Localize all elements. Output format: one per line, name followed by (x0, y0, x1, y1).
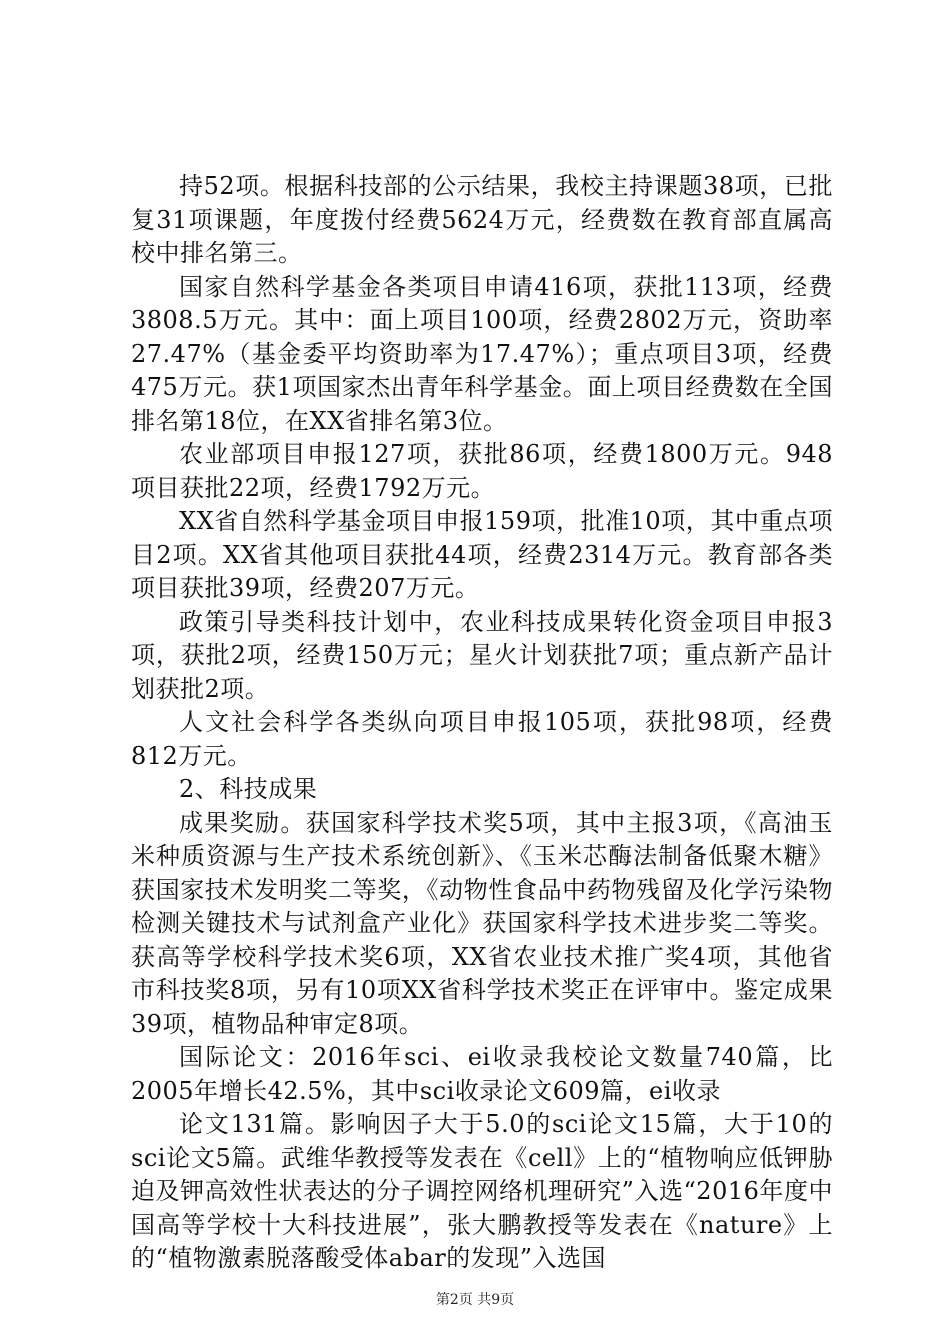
paragraph-international-papers: 国际论文：2016年sci、ei收录我校论文数量740篇，比2005年增长42.5%，其中sci收录论文609篇，ei收录 (131, 1043, 833, 1105)
paragraph-funding-summary: 持52项。根据科技部的公示结果，我校主持课题38项，已批复31项课题，年度拨付经费5624万元，经费数在教育部直属高校中排名第三。 (131, 172, 833, 267)
paragraph-papers-continued: 论文131篇。影响因子大于5.0的sci论文15篇，大于10的sci论文5篇。武维华教授等发表在《cell》上的“植物响应低钾胁迫及钾高效性状表达的分子调控网络机理研究”入选“2016年度中国高等学校十大科技进展”，张大鹏教授等发表在《nature》上的“植物激素脱落酸受体abar的发现”入选国 (131, 1110, 833, 1272)
paragraph-humanities-projects: 人文社会科学各类纵向项目申报105项，获批98项，经费812万元。 (131, 708, 833, 770)
document-body (131, 170, 833, 1276)
paragraph-agriculture-ministry: 农业部项目申报127项，获批86项，经费1800万元。948项目获批22项，经费1792万元。 (131, 440, 833, 502)
paragraph-nsfc-projects: 国家自然科学基金各类项目申请416项，获批113项，经费3808.5万元。其中：面上项目100项，经费2802万元，资助率27.47%（基金委平均资助率为17.47%）；重点项目3项，经费475万元。获1项国家杰出青年科学基金。面上项目经费数在全国排名第18位，在XX省排名第3位。 (131, 272, 833, 435)
paragraph-provincial-projects: XX省自然科学基金项目申报159项，批准10项，其中重点项目2项。XX省其他项目获批44项，经费2314万元。教育部各类项目获批39项，经费207万元。 (131, 507, 833, 602)
paragraph-policy-programs: 政策引导类科技计划中，农业科技成果转化资金项目申报3项，获批2项，经费150万元；星火计划获批7项；重点新产品计划获批2项。 (131, 607, 833, 703)
paragraph-awards: 成果奖励。获国家科学技术奖5项，其中主报3项，《高油玉米种质资源与生产技术系统创新》、《玉米芯酶法制备低聚木糖》获国家技术发明奖二等奖，《动物性食品中药物残留及化学污染物检测关键技术与试剂盒产业化》获国家科学技术进步奖二等奖。获高等学校科学技术奖6项，XX省农业技术推广奖4项，其他省市科技奖8项，另有10项XX省科学技术奖正在评审中。鉴定成果39项，植物品种审定8项。 (131, 808, 833, 1038)
section-heading-achievements: 2、科技成果 (179, 775, 318, 803)
page-number-footer: 第2页 共9页 (435, 1292, 515, 1308)
